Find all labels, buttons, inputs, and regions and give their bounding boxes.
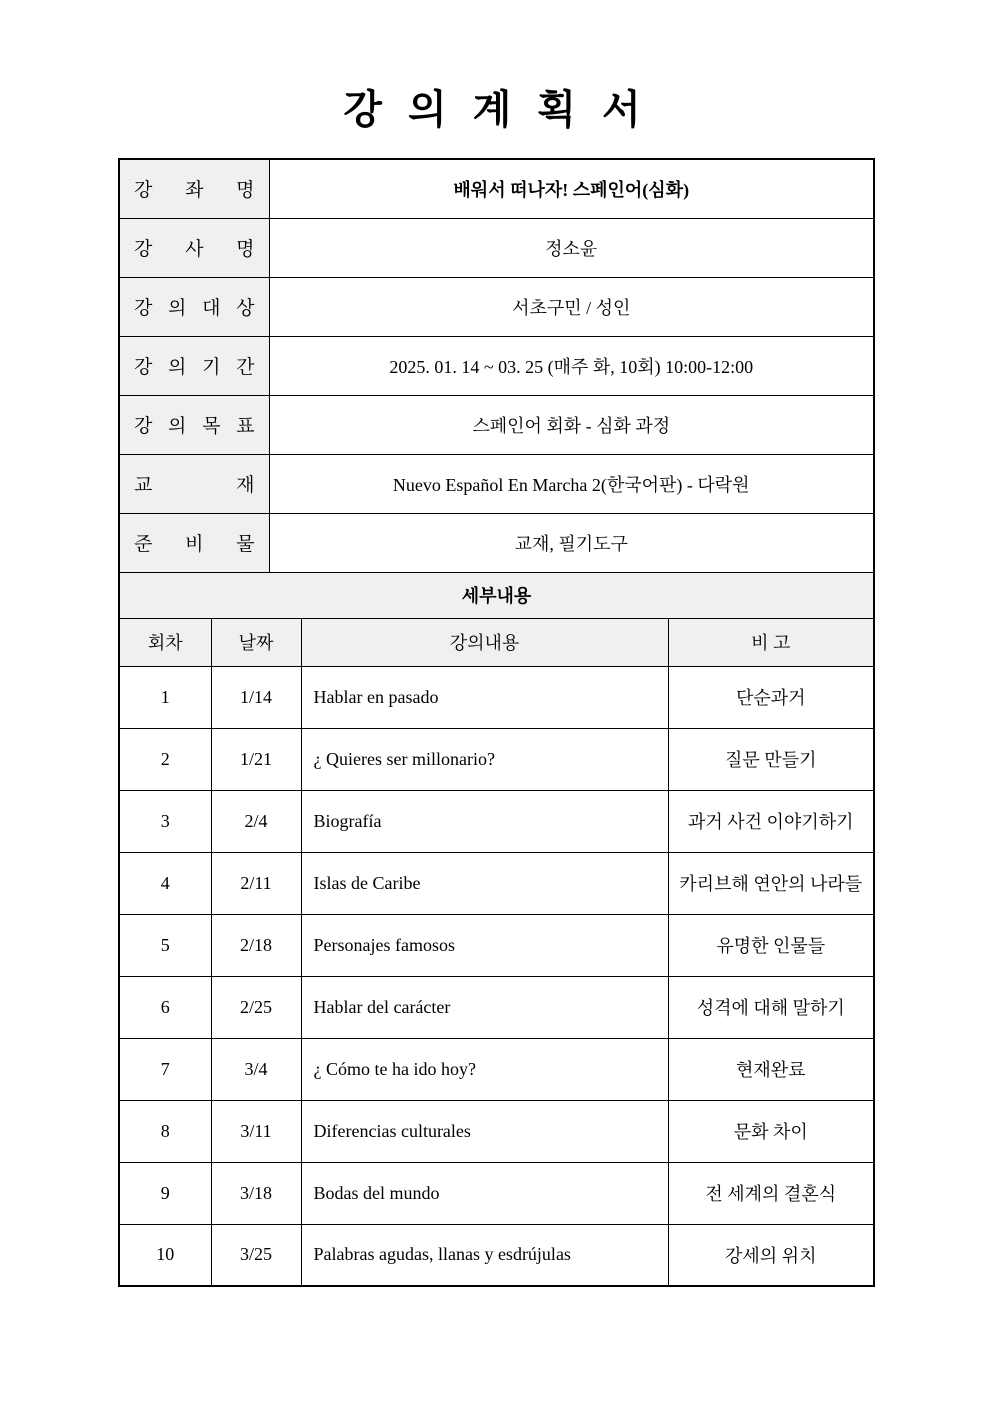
info-row-value: 서초구민 / 성인 bbox=[269, 277, 874, 336]
session-note: 현재완료 bbox=[668, 1038, 874, 1100]
info-row-value: 교재, 필기도구 bbox=[269, 513, 874, 572]
session-row bbox=[119, 1038, 874, 1100]
session-date: 3/18 bbox=[211, 1162, 301, 1224]
info-row-label: 강 의 목 표 bbox=[119, 395, 269, 454]
session-number: 4 bbox=[119, 852, 211, 914]
session-content: Hablar del carácter bbox=[301, 976, 668, 1038]
session-content: ¿ Quieres ser millonario? bbox=[301, 728, 668, 790]
session-row bbox=[119, 976, 874, 1038]
session-content: Palabras agudas, llanas y esdrújulas bbox=[301, 1224, 668, 1286]
session-date: 3/4 bbox=[211, 1038, 301, 1100]
session-note: 과거 사건 이야기하기 bbox=[668, 790, 874, 852]
page-title: 강 의 계 획 서 bbox=[343, 87, 649, 132]
info-row-label: 교 재 bbox=[119, 454, 269, 513]
session-note: 카리브해 연안의 나라들 bbox=[668, 852, 874, 914]
session-content: ¿ Cómo te ha ido hoy? bbox=[301, 1038, 668, 1100]
session-date: 2/11 bbox=[211, 852, 301, 914]
info-row-label: 준 비 물 bbox=[119, 513, 269, 572]
session-number: 7 bbox=[119, 1038, 211, 1100]
info-row-value: 스페인어 회화 - 심화 과정 bbox=[269, 395, 874, 454]
info-row bbox=[119, 218, 874, 277]
session-content: Biografía bbox=[301, 790, 668, 852]
session-content: Personajes famosos bbox=[301, 914, 668, 976]
session-note: 강세의 위치 bbox=[668, 1224, 874, 1286]
session-row bbox=[119, 790, 874, 852]
info-row-label: 강 좌 명 bbox=[119, 159, 269, 218]
lecture-plan-table bbox=[118, 158, 875, 1287]
session-content: Islas de Caribe bbox=[301, 852, 668, 914]
session-date: 3/11 bbox=[211, 1100, 301, 1162]
column-header-row bbox=[119, 618, 874, 666]
sessions-section bbox=[119, 666, 874, 1286]
session-row bbox=[119, 666, 874, 728]
info-row bbox=[119, 395, 874, 454]
session-date: 2/25 bbox=[211, 976, 301, 1038]
session-note: 단순과거 bbox=[668, 666, 874, 728]
session-row bbox=[119, 1100, 874, 1162]
session-number: 8 bbox=[119, 1100, 211, 1162]
session-note: 유명한 인물들 bbox=[668, 914, 874, 976]
session-row bbox=[119, 852, 874, 914]
column-header-content: 강의내용 bbox=[301, 618, 668, 666]
info-row-value: 배워서 떠나자! 스페인어(심화) bbox=[269, 159, 874, 218]
session-number: 3 bbox=[119, 790, 211, 852]
session-content: Bodas del mundo bbox=[301, 1162, 668, 1224]
details-header-section bbox=[119, 572, 874, 666]
info-row bbox=[119, 277, 874, 336]
session-content: Hablar en pasado bbox=[301, 666, 668, 728]
column-header-date: 날짜 bbox=[211, 618, 301, 666]
info-row-label: 강 의 대 상 bbox=[119, 277, 269, 336]
session-number: 6 bbox=[119, 976, 211, 1038]
session-number: 5 bbox=[119, 914, 211, 976]
column-header-session-no: 회차 bbox=[119, 618, 211, 666]
session-row bbox=[119, 914, 874, 976]
session-note: 전 세계의 결혼식 bbox=[668, 1162, 874, 1224]
info-row-value: Nuevo Español En Marcha 2(한국어판) - 다락원 bbox=[269, 454, 874, 513]
info-row bbox=[119, 454, 874, 513]
session-date: 2/4 bbox=[211, 790, 301, 852]
session-number: 1 bbox=[119, 666, 211, 728]
session-content: Diferencias culturales bbox=[301, 1100, 668, 1162]
session-number: 9 bbox=[119, 1162, 211, 1224]
session-number: 2 bbox=[119, 728, 211, 790]
session-date: 3/25 bbox=[211, 1224, 301, 1286]
session-date: 1/14 bbox=[211, 666, 301, 728]
info-row-label: 강 의 기 간 bbox=[119, 336, 269, 395]
column-header-note: 비 고 bbox=[668, 618, 874, 666]
session-row bbox=[119, 728, 874, 790]
session-number: 10 bbox=[119, 1224, 211, 1286]
session-row bbox=[119, 1224, 874, 1286]
details-title-row bbox=[119, 572, 874, 618]
info-row bbox=[119, 513, 874, 572]
session-date: 1/21 bbox=[211, 728, 301, 790]
session-note: 문화 차이 bbox=[668, 1100, 874, 1162]
info-row-value: 정소윤 bbox=[269, 218, 874, 277]
session-date: 2/18 bbox=[211, 914, 301, 976]
info-row bbox=[119, 159, 874, 218]
info-row bbox=[119, 336, 874, 395]
session-row bbox=[119, 1162, 874, 1224]
session-note: 성격에 대해 말하기 bbox=[668, 976, 874, 1038]
course-info-section bbox=[119, 159, 874, 572]
info-row-value: 2025. 01. 14 ~ 03. 25 (매주 화, 10회) 10:00-12:00 bbox=[269, 336, 874, 395]
info-row-label: 강 사 명 bbox=[119, 218, 269, 277]
session-note: 질문 만들기 bbox=[668, 728, 874, 790]
details-section-title: 세부내용 bbox=[119, 572, 874, 618]
